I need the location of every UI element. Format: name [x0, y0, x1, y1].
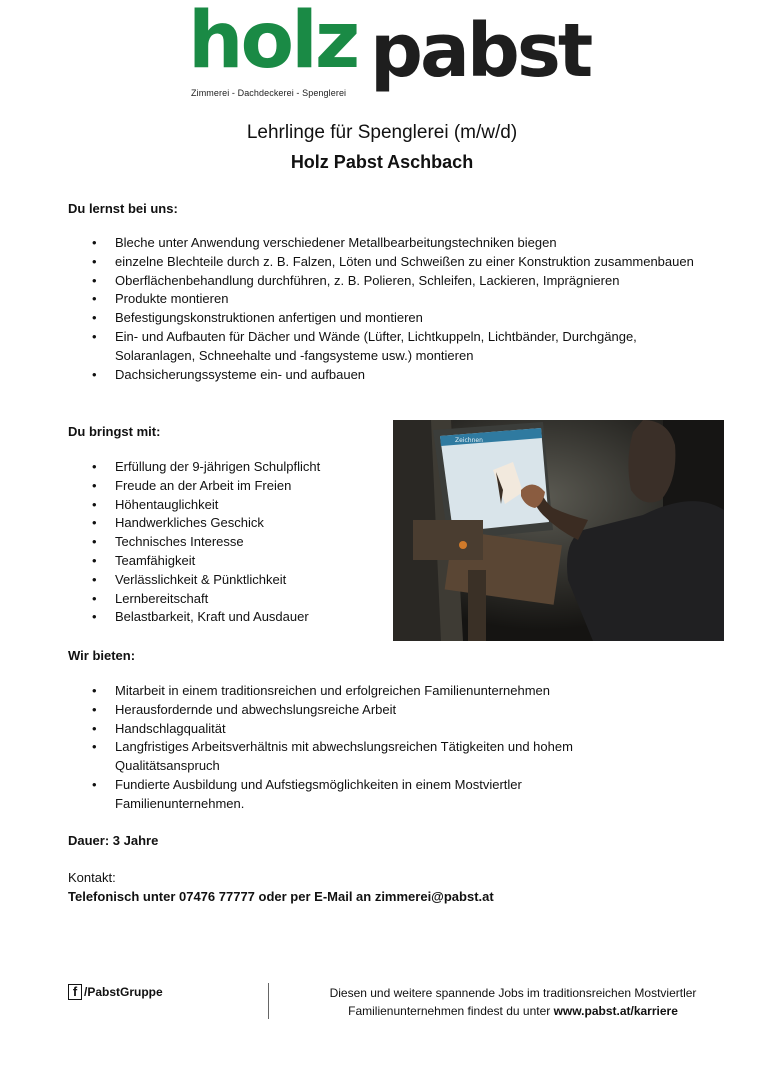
list-item: • Mitarbeit in einem traditionsreichen und erfolgreichen Familienunternehmen	[92, 682, 652, 701]
offer-heading: Wir bieten:	[68, 648, 136, 663]
screen-label: Zeichnen	[455, 437, 483, 444]
page-subtitle: Holz Pabst Aschbach	[290, 152, 474, 172]
facebook-link[interactable]	[68, 984, 163, 1000]
list-item: • Erfüllung der 9-jährigen Schulpflicht	[92, 458, 382, 477]
list-item: • Fundierte Ausbildung und Aufstiegsmöglichkeiten in einem Mostviertler Familienunternehmen.	[92, 776, 652, 814]
logo-word-pabst: pabst	[370, 8, 591, 94]
list-item: • Produkte montieren	[92, 290, 712, 309]
facebook-handle: /PabstGruppe	[84, 985, 163, 999]
footer-divider	[268, 983, 269, 1019]
list-item: • Oberflächenbehandlung durchführen, z. B. Polieren, Schleifen, Lackieren, Imprägnieren	[92, 272, 712, 291]
learn-heading: Du lernst bei uns:	[68, 201, 178, 216]
bring-heading: Du bringst mit:	[68, 424, 161, 439]
bring-list	[92, 458, 382, 627]
list-item: • Belastbarkeit, Kraft und Ausdauer	[92, 608, 382, 627]
page-title: Lehrlinge für Spenglerei (m/w/d)	[246, 122, 518, 143]
list-item: • Freude an der Arbeit im Freien	[92, 477, 382, 496]
list-item: • Bleche unter Anwendung verschiedener Metallbearbeitungstechniken biegen	[92, 234, 712, 253]
contact-label: Kontakt:	[68, 870, 116, 885]
logo-word-holz: holz	[188, 0, 358, 86]
career-link[interactable]: www.pabst.at/karriere	[553, 1004, 678, 1018]
list-item: • Technisches Interesse	[92, 533, 382, 552]
offer-list	[92, 682, 652, 814]
learn-list	[92, 234, 712, 384]
facebook-icon: f	[68, 984, 82, 1000]
list-item: • Teamfähigkeit	[92, 552, 382, 571]
duration: Dauer: 3 Jahre	[68, 833, 159, 848]
list-item: • Verlässlichkeit & Pünktlichkeit	[92, 571, 382, 590]
list-item: • einzelne Blechteile durch z. B. Falzen, Löten und Schweißen zu einer Konstruktion zusammenbauen	[92, 253, 712, 272]
company-logo	[188, 0, 598, 106]
list-item: • Ein- und Aufbauten für Dächer und Wände (Lüfter, Lichtkuppeln, Lichtbänder, Durchgänge, Solaranlagen, Schneehalte und -fangsysteme usw.) montieren	[92, 328, 712, 366]
list-item: • Herausfordernde und abwechslungsreiche Arbeit	[92, 701, 652, 720]
list-item: • Handschlagqualität	[92, 720, 652, 739]
footer-text	[290, 984, 736, 1020]
footer-text-prefix: Diesen und weitere spannende Jobs im traditionsreichen Mostviertler Familienunternehmen findest du unter	[329, 986, 697, 1018]
list-item: • Lernbereitschaft	[92, 590, 382, 609]
list-item: • Höhentauglichkeit	[92, 496, 382, 515]
list-item: • Befestigungskonstruktionen anfertigen und montieren	[92, 309, 712, 328]
workshop-photo	[393, 420, 724, 641]
list-item: • Dachsicherungssysteme ein- und aufbauen	[92, 366, 712, 385]
workshop-photo-illustration	[393, 420, 724, 641]
list-item: • Langfristiges Arbeitsverhältnis mit abwechslungsreichen Tätigkeiten und hohem Qualitätsanspruch	[92, 738, 652, 776]
contact-text[interactable]: Telefonisch unter 07476 77777 oder per E-Mail an zimmerei@pabst.at	[68, 889, 494, 904]
logo-tagline: Zimmerei - Dachdeckerei - Spenglerei	[191, 88, 347, 98]
list-item: • Handwerkliches Geschick	[92, 514, 382, 533]
